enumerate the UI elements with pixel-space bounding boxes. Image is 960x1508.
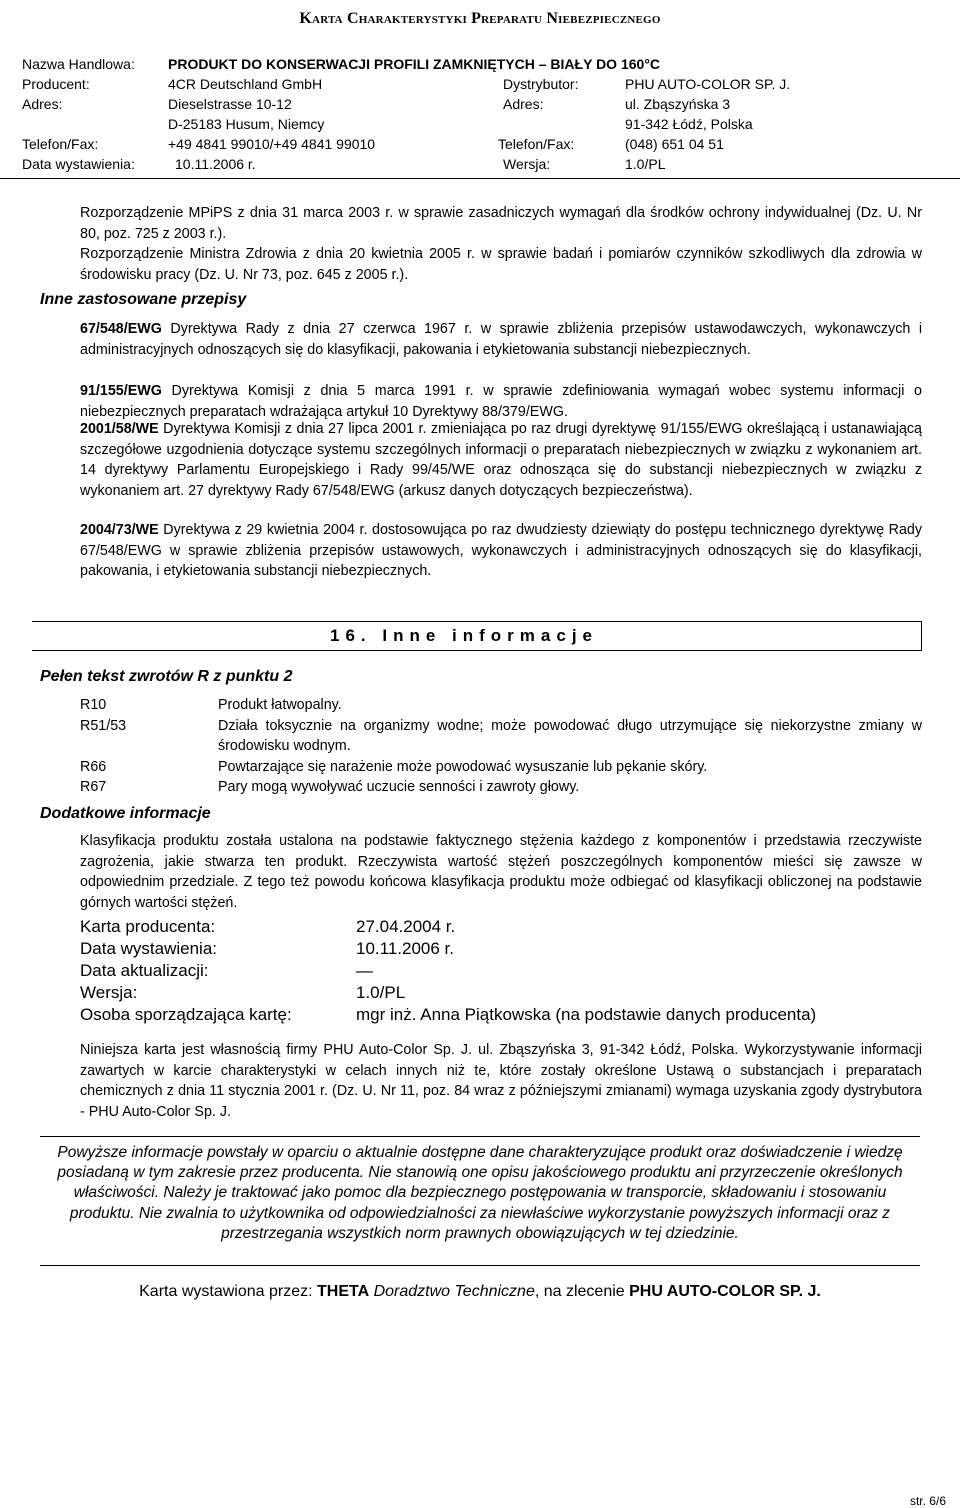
trade-name-value: PRODUKT DO KONSERWACJI PROFILI ZAMKNIĘTYCH – BIAŁY DO 160°C	[168, 56, 661, 72]
distributor-phone-label: Telefon/Fax:	[498, 136, 575, 152]
detail-label: Data wystawienia:	[80, 939, 218, 958]
distributor-address-line2: 91-342 Łódź, Polska	[625, 116, 753, 132]
distributor-value: PHU AUTO-COLOR SP. J.	[625, 76, 791, 92]
r-phrase-text: Powtarzające się narażenie może powodować wysuszanie lub pękanie skóry.	[218, 758, 708, 775]
detail-row	[80, 982, 816, 1004]
r-phrase-row	[80, 695, 922, 716]
footer	[0, 1283, 960, 1301]
footer-prefix: Karta wystawiona przez:	[139, 1283, 317, 1300]
footer-middle: , na zlecenie	[534, 1283, 630, 1300]
detail-label: Wersja:	[80, 983, 138, 1002]
footer-company-suffix: Doradztwo Techniczne	[369, 1283, 535, 1300]
detail-row	[80, 960, 816, 982]
detail-value: 10.11.2006 r.	[356, 939, 454, 958]
directive-67-548	[80, 319, 922, 360]
r-phrase-text: Produkt łatwopalny.	[218, 697, 342, 713]
r-phrase-code: R67	[80, 779, 107, 795]
directive-text: Dyrektywa Rady z dnia 27 czerwca 1967 r. w sprawie zbliżenia przepisów ustawodawczych, wykonawczych i administracyjnych odnoszących się do klasyfikacji, pakowania i etykietowania substancji niebezpiecznych.	[80, 321, 922, 358]
version-label: Wersja:	[503, 156, 551, 172]
detail-row	[80, 938, 816, 960]
producer-value: 4CR Deutschland GmbH	[168, 76, 323, 92]
detail-label: Osoba sporządzająca kartę:	[80, 1005, 292, 1024]
additional-info-text: Klasyfikacja produktu została ustalona na podstawie faktycznego stężenia każdego z komponentów i przedstawia rzeczywiste zagrożenia, jakie stwarza ten produkt. Rzeczywista wartość stężeń poszczególnych komponentów mieści się zawsze w odpowiednim przedziale. Z tego też powodu końcowa klasyfikacja produktu może odbiegać od klasyfikacji obliczonej na podstawie górnych wartości stężeń.	[80, 833, 922, 911]
r-phrase-code: R66	[80, 758, 107, 775]
distributor-label: Dystrybutor:	[503, 76, 579, 92]
detail-value: 1.0/PL	[356, 983, 406, 1002]
distributor-address-line1: ul. Zbąszyńska 3	[625, 96, 731, 112]
directive-code: 91/155/EWG	[80, 383, 162, 399]
page-number: str. 6/6	[909, 1494, 946, 1508]
r-phrase-code: R51/53	[80, 717, 127, 734]
address-label: Adres:	[22, 96, 63, 112]
directive-2004-73	[80, 520, 922, 582]
directive-text: Dyrektywa z 29 kwietnia 2004 r. dostosowująca po raz dwudziesty dziewiąty do postępu technicznego dyrektywę Rady 67/548/EWG w sprawie zbliżenia przepisów ustawowych, wykonawczych i administracyjnych odnoszących się do klasyfikacji, pakowania, i etykietowania substancji niebezpiecznych.	[80, 522, 922, 579]
details-list	[80, 916, 816, 1026]
r-phrase-text: Działa toksycznie na organizmy wodne; może powodować długo utrzymujące się niekorzystne zmiany w środowisku wodnym.	[218, 717, 922, 754]
regulation-paragraph-1: Rozporządzenie MPiPS z dnia 31 marca 2003 r. w sprawie zasadniczych wymagań dla środków ochrony indywidualnej (Dz. U. Nr 80, poz. 725 z 2003 r.).	[80, 205, 922, 242]
other-regulations-heading: Inne zastosowane przepisy	[40, 291, 247, 308]
version-value: 1.0/PL	[625, 156, 666, 172]
producer-label: Producent:	[22, 76, 90, 92]
r-phrase-row	[80, 716, 922, 757]
disclaimer-box	[40, 1136, 920, 1266]
header-divider	[0, 178, 960, 179]
detail-row	[80, 1004, 816, 1026]
regulation-paragraph-2: Rozporządzenie Ministra Zdrowia z dnia 20 kwietnia 2005 r. w sprawie badań i pomiarów czynników szkodliwych dla zdrowia w środowisku pracy (Dz. U. Nr 73, poz. 645 z 2005 r.).	[80, 246, 922, 283]
detail-value: mgr inż. Anna Piątkowska (na podstawie danych producenta)	[356, 1005, 817, 1024]
r-phrases-heading: Pełen tekst zwrotów R z punktu 2	[40, 668, 293, 685]
r-phrase-code: R10	[80, 697, 107, 713]
phone-value: +49 4841 99010/+49 4841 99010	[168, 136, 376, 152]
directive-text: Dyrektywa Komisji z dnia 27 lipca 2001 r. zmieniająca po raz drugi dyrektywę 91/155/EWG określającą i ustanawiającą szczegółowe uzgodnienia dotyczące systemu szczególnych informacji o preparatach niebezpiecznych w związku z wykonaniem art. 14 dyrektywy Parlamentu Europejskiego i Rady 99/45/WE oraz odnosząca się do substancji niebezpiecznych w związku z wykonaniem art. 27 dyrektywy Rady 67/548/EWG (arkusz danych dotyczących bezpieczeństwa).	[80, 421, 922, 499]
directive-code: 2004/73/WE	[80, 522, 159, 538]
distributor-address-label: Adres:	[503, 96, 544, 112]
directive-text: Dyrektywa Komisji z dnia 5 marca 1991 r. w sprawie zdefiniowania wymagań wobec systemu informacji o niebezpiecznych preparatach wdrażająca artykuł 10 Dyrektywy 88/379/EWG.	[80, 383, 922, 420]
phone-label: Telefon/Fax:	[22, 136, 99, 152]
document-title: Karta Charakterystyki Preparatu Niebezpiecznego	[299, 10, 661, 27]
ownership-text: Niniejsza karta jest własnością firmy PHU Auto-Color Sp. J. ul. Zbąszyńska 3, 91-342 Łódź, Polska. Wykorzystywanie informacji zawartych w karcie charakterystyki w celach innych niż te, które zostały określone Ustawą o substancjach i preparatach chemicznych z dnia 11 stycznia 2001 r. (Dz. U. Nr 11, poz. 84 wraz z późniejszymi zmianami) wymaga uzyskania zgody dystrybutora - PHU Auto-Color Sp. J.	[80, 1042, 922, 1120]
distributor-phone-value: (048) 651 04 51	[625, 136, 724, 152]
r-phrase-row	[80, 757, 922, 778]
issue-date-label: Data wystawienia:	[22, 156, 135, 172]
detail-label: Data aktualizacji:	[80, 961, 209, 980]
r-phrase-text: Pary mogą wywoływać uczucie senności i zawroty głowy.	[218, 779, 580, 795]
detail-label: Karta producenta:	[80, 917, 216, 936]
section-16-title: 16. Inne informacje	[330, 626, 598, 645]
directive-code: 67/548/EWG	[80, 321, 162, 337]
directive-91-155	[80, 381, 922, 422]
directive-2001-58	[80, 419, 922, 501]
directive-code: 2001/58/WE	[80, 421, 159, 437]
footer-company: THETA	[316, 1283, 370, 1300]
r-phrases-list	[80, 695, 922, 798]
disclaimer-text: Powyższe informacje powstały w oparciu o aktualnie dostępne dane charakteryzujące produkt oraz doświadczenie i wiedzę posiadaną w tym zakresie przez producenta. Nie stanowią one opisu jakościowego produktu ani przyrzeczenie określonych właściwości. Należy je traktować jako pomoc dla bezpiecznego postępowania w transporcie, składowaniu i stosowaniu produktu. Nie zwalnia to użytkownika od odpowiedzialności za niewłaściwe wykorzystanie powyższych informacji oraz z przestrzegania wszystkich norm prawnych obowiązujących w tej dziedzinie.	[57, 1144, 903, 1242]
detail-value: —	[356, 961, 373, 980]
issue-date-value: 10.11.2006 r.	[175, 156, 256, 172]
address-line1: Dieselstrasse 10-12	[168, 96, 292, 112]
trade-name-label: Nazwa Handlowa:	[22, 56, 135, 72]
detail-value: 27.04.2004 r.	[356, 917, 456, 936]
additional-info-heading: Dodatkowe informacje	[40, 805, 211, 822]
detail-row	[80, 916, 816, 938]
r-phrase-row	[80, 777, 922, 798]
address-line2: D-25183 Husum, Niemcy	[168, 116, 325, 132]
footer-client: PHU AUTO-COLOR SP. J.	[629, 1283, 821, 1300]
